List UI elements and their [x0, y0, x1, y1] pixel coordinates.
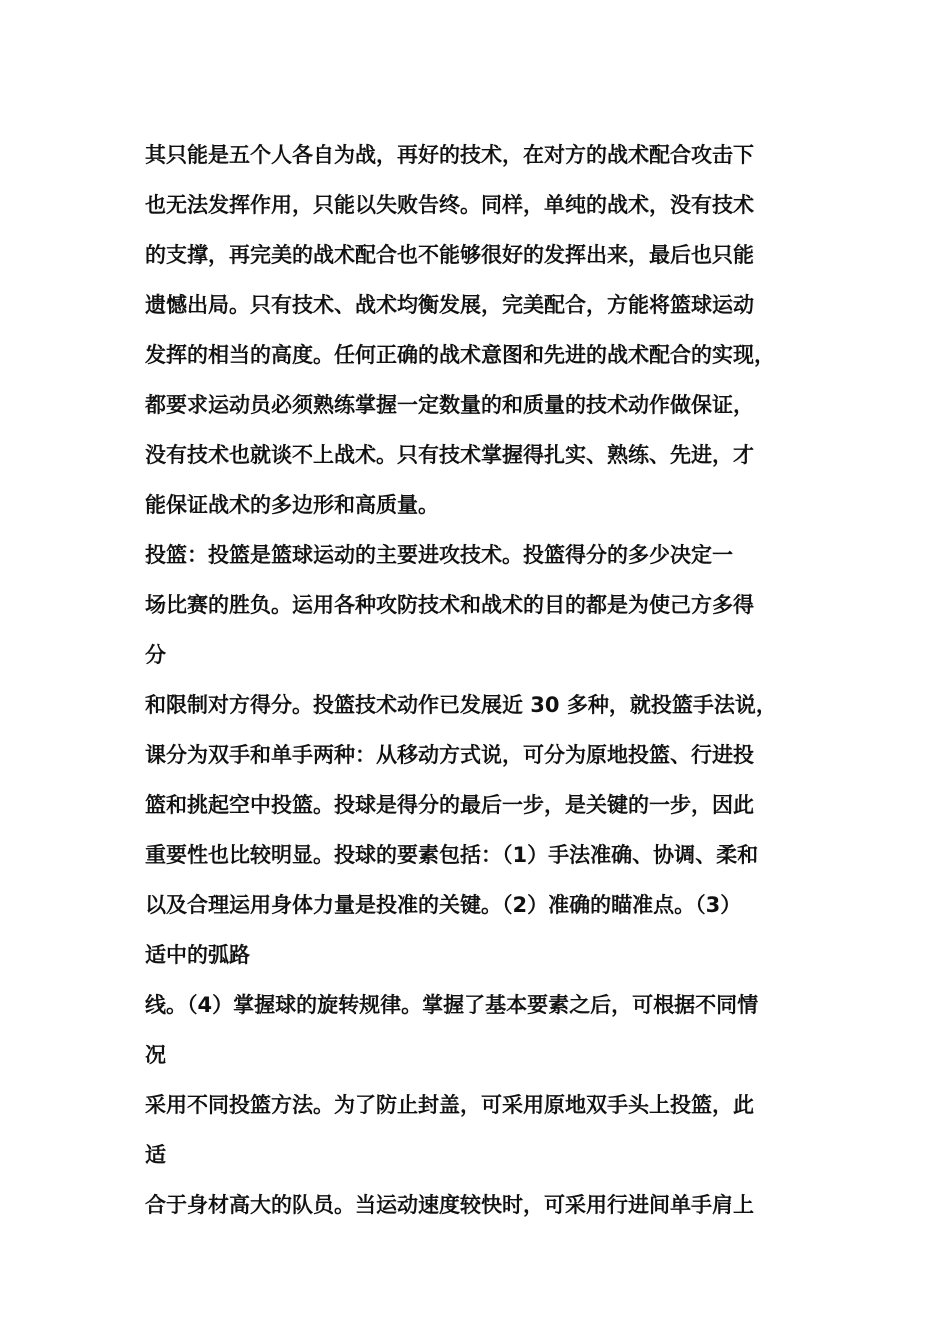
text-line: 重要性也比较明显。投球的要素包括：（1）手法准确、协调、柔和 — [145, 843, 759, 867]
text-line: 都要求运动员必须熟练掌握一定数量的和质量的技术动作做保证， — [145, 393, 754, 417]
text-line: 也无法发挥作用，只能以失败告终。同样，单纯的战术，没有技术 — [145, 193, 754, 217]
text-line: 合于身材高大的队员。当运动速度较快时，可采用行进间单手肩上 — [145, 1193, 754, 1217]
text-line: 能保证战术的多边形和高质量。 — [145, 493, 439, 517]
document-body — [145, 130, 845, 1230]
text-line: 况 — [145, 1043, 166, 1067]
text-line: 和限制对方得分。投篮技术动作已发展近 30 多种，就投篮手法说， — [145, 693, 777, 717]
text-line: 其只能是五个人各自为战，再好的技术，在对方的战术配合攻击下 — [145, 143, 754, 167]
text-line: 以及合理运用身体力量是投准的关键。（2）准确的瞄准点。（3） — [145, 893, 742, 917]
text-line: 投篮：投篮是篮球运动的主要进攻技术。投篮得分的多少决定一 — [145, 543, 733, 567]
text-line: 线。（4）掌握球的旋转规律。掌握了基本要素之后，可根据不同情 — [145, 993, 759, 1017]
text-line: 适中的弧路 — [145, 943, 250, 967]
text-line: 的支撑，再完美的战术配合也不能够很好的发挥出来，最后也只能 — [145, 243, 754, 267]
text-line: 采用不同投篮方法。为了防止封盖，可采用原地双手头上投篮，此 — [145, 1093, 754, 1117]
text-line: 发挥的相当的高度。任何正确的战术意图和先进的战术配合的实现， — [145, 343, 775, 367]
text-line: 篮和挑起空中投篮。投球是得分的最后一步，是关键的一步，因此 — [145, 793, 754, 817]
text-line: 没有技术也就谈不上战术。只有技术掌握得扎实、熟练、先进，才 — [145, 443, 754, 467]
text-line: 分 — [145, 643, 166, 667]
text-line: 适 — [145, 1143, 166, 1167]
text-line: 遗憾出局。只有技术、战术均衡发展，完美配合，方能将篮球运动 — [145, 293, 754, 317]
text-line: 课分为双手和单手两种：从移动方式说，可分为原地投篮、行进投 — [145, 743, 754, 767]
text-line: 场比赛的胜负。运用各种攻防技术和战术的目的都是为使己方多得 — [145, 593, 754, 617]
